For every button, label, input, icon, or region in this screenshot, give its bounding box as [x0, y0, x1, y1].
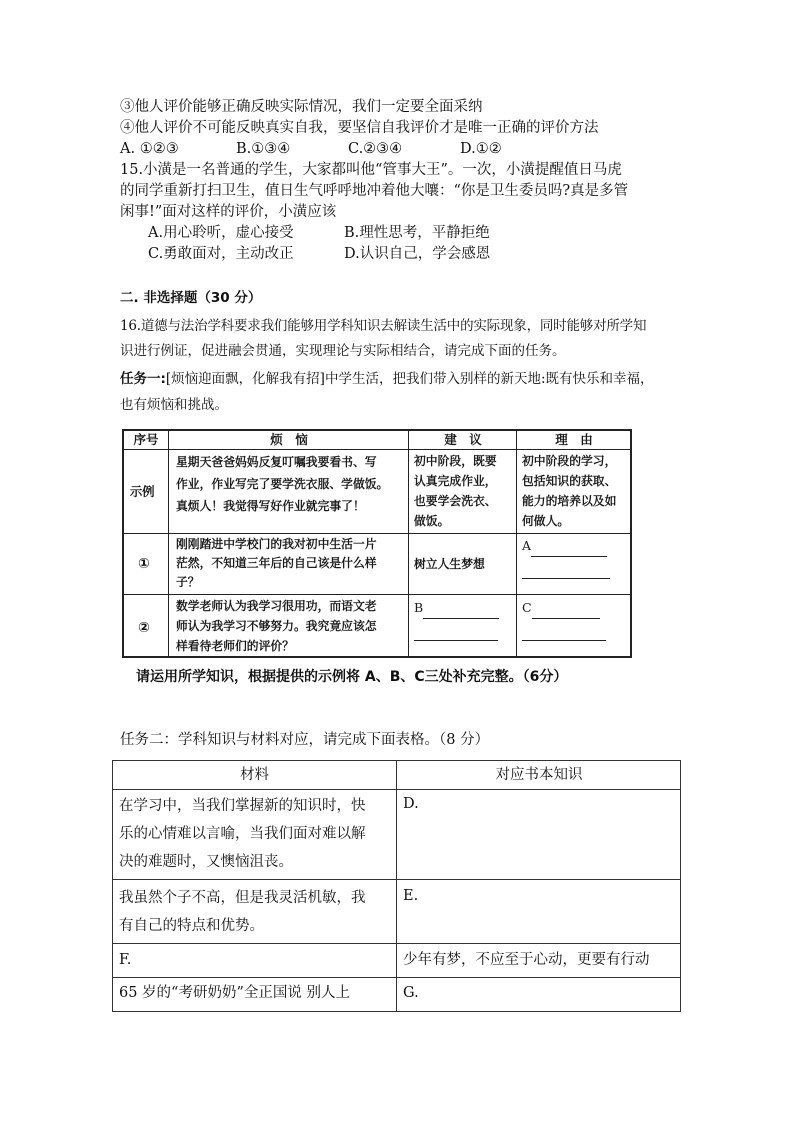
- table2-row3-material: F.: [119, 952, 132, 968]
- task1-line2: 也有烦恼和挑战。: [120, 397, 228, 413]
- q16-stem-line1: 16.道德与法治学科要求我们能够用学科知识去解读生活中的实际现象，同时能够对所学知: [120, 318, 647, 334]
- table1-row1-trouble: 刚刚踏进中学校门的我对初中生活一片 茫然，不知道三年后的自己该是什么样 子？: [176, 537, 377, 589]
- table1-row2-index: ②: [138, 620, 150, 636]
- table2-row2-knowledge: E.: [403, 888, 419, 904]
- q15-option-a: A.用心聆听，虚心接受: [148, 225, 294, 241]
- section2-title: 二. 非选择题（30 分）: [120, 290, 262, 306]
- table2-row1-knowledge: D.: [403, 796, 419, 812]
- table1-row2-advice-blank: B: [414, 597, 499, 641]
- trouble-table: [122, 429, 632, 658]
- q14-option-d: D.①②: [460, 141, 502, 157]
- table1-row1-advice: 树立人生梦想: [414, 557, 485, 571]
- task2-intro: 任务二：学科知识与材料对应，请完成下面表格。（8 分）: [120, 732, 490, 748]
- q15-stem-line3: 闲事!”面对这样的评价，小潢应该: [120, 204, 337, 220]
- q14-option-c: C.②③④: [348, 141, 403, 157]
- table1-header-trouble: 烦 恼: [270, 432, 308, 447]
- table1-row-example-trouble: 星期天爸爸妈妈反复叮嘱我要看书、写 作业，作业写完了要学洗衣服、学做饭。 真烦人！我觉得写好作业就完事了！: [176, 455, 389, 513]
- knowledge-table: [112, 760, 681, 1012]
- table1-row1-reason-blank: A: [522, 535, 610, 579]
- table2-row3-knowledge: 少年有梦，不应至于心动，更要有行动: [403, 952, 650, 968]
- table1-row1-index: ①: [138, 556, 150, 572]
- table1-row-example-advice: 初中阶段，既要 认真完成作业， 也要学会洗衣、 做饭。: [414, 454, 497, 528]
- q15-stem-line2: 的同学重新打扫卫生，值日生气呼呼地冲着他大嚷：“你是卫生委员吗?真是多管: [120, 183, 629, 199]
- table2-row4-knowledge: G.: [403, 985, 419, 1001]
- q15-option-c: C.勇敢面对，主动改正: [148, 246, 294, 262]
- q15-option-d: D.认识自己，学会感恩: [344, 246, 491, 262]
- table2-header-material: 材料: [240, 767, 269, 783]
- table1-row-example-index: 示例: [130, 485, 155, 499]
- table2-header-knowledge: 对应书本知识: [495, 767, 583, 783]
- table1-header-advice: 建 议: [444, 432, 482, 447]
- table2-row4-material: 65 岁的“考研奶奶”全正国说 别人上: [119, 985, 350, 1001]
- table1-instruction: 请运用所学知识，根据提供的示例将 A、B、C三处补充完整。（6分）: [136, 669, 568, 685]
- table1-row-example-reason: 初中阶段的学习， 包括知识的获取、 能力的培养以及如 何做人。: [522, 454, 617, 528]
- task1-label: 任务一:: [120, 371, 166, 387]
- task1-line1: [120, 369, 654, 389]
- q14-item3: ③他人评价能够正确反映实际情况，我们一定要全面采纳: [120, 99, 483, 115]
- table2-row2-material: 我虽然个子不高，但是我灵活机敏，我 有自己的特点和优势。: [119, 890, 366, 934]
- q15-stem-line1: 15.小潢是一名普通的学生，大家都叫他“管事大王”。一次，小潢提醒值日马虎: [120, 162, 622, 178]
- table1-row2-reason-blank: C: [522, 597, 606, 641]
- q14-item4: ④他人评价不可能反映真实自我，要坚信自我评价才是唯一正确的评价方法: [120, 120, 599, 136]
- table2-row1-material: 在学习中，当我们掌握新的知识时，快 乐的心情难以言喻，当我们面对难以解 决的难题时，又懊恼沮丧。: [119, 798, 366, 870]
- q14-option-b: B.①③④: [236, 141, 291, 157]
- table1-header-reason: 理 由: [555, 432, 593, 447]
- table1-header-index: 序号: [133, 432, 159, 447]
- task1-text: [烦恼迎面飘，化解我有招]中学生活，把我们带入别样的新天地:既有快乐和幸福，: [165, 371, 654, 387]
- q15-option-b: B.理性思考，平静拒绝: [344, 225, 490, 241]
- table1-row2-trouble: 数学老师认为我学习很用功，而语文老 师认为我学习不够努力。我究竟应该怎 样看待老师们的评价？: [176, 599, 377, 653]
- q16-stem-line2: 识进行例证，促进融会贯通，实现理论与实际相结合，请完成下面的任务。: [120, 343, 566, 359]
- q14-option-a: A. ①②③: [120, 141, 179, 157]
